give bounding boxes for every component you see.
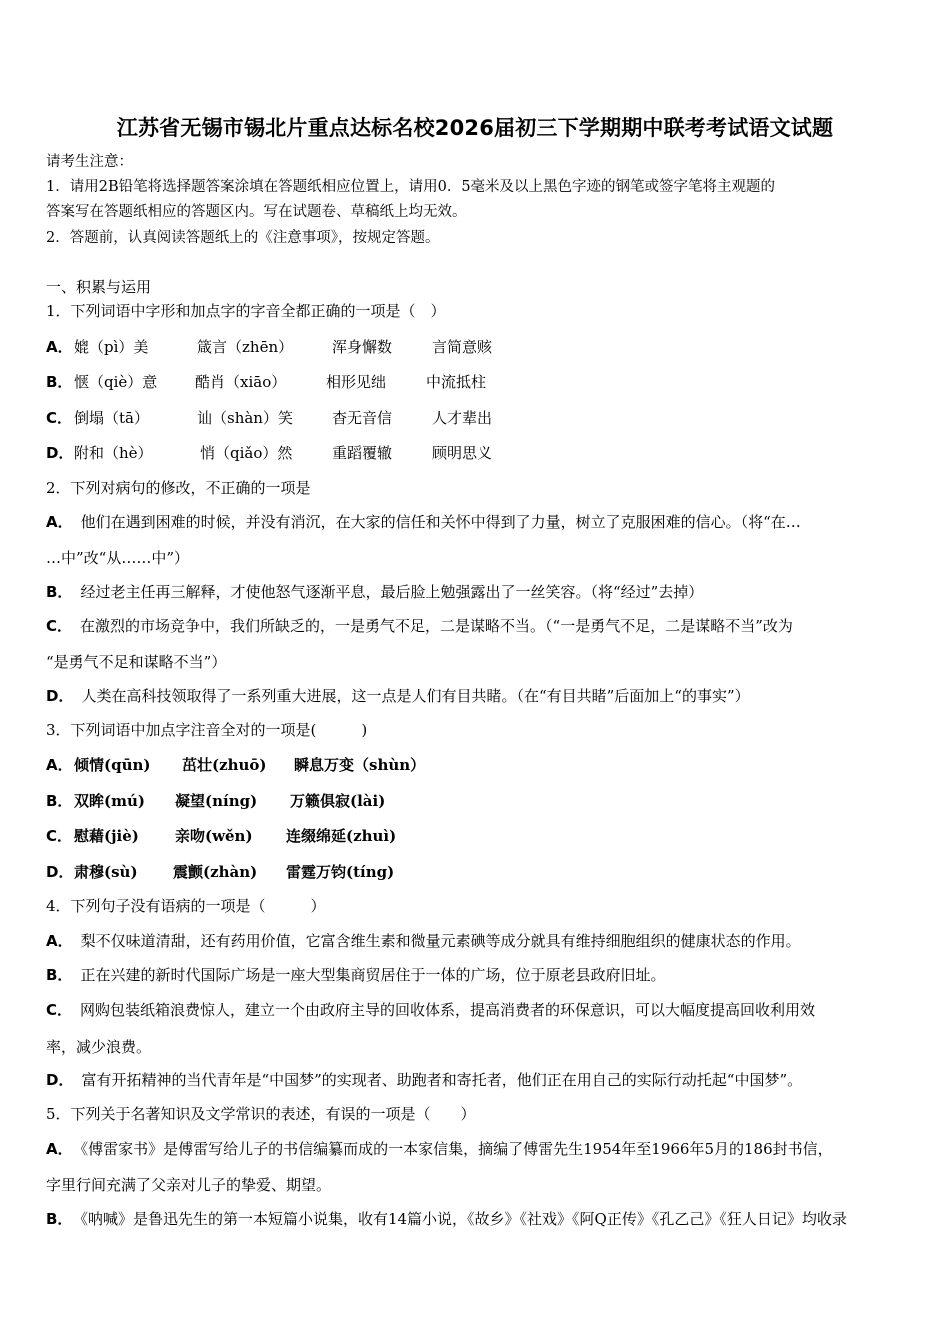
notice-item-1-line-1: 1．请用2B铅笔将选择题答案涂填在答题纸相应位置上，请用0．5毫米及以上黑色字迹的钢笔或签字笔将主观题的 [46,179,776,195]
notice-heading: 请考生注意： [46,154,133,170]
option-text: 富有开拓精神的当代青年是“中国梦”的实现者、助跑者和寄托者，他们正在用自己的实际行动托起“中国梦”。 [81,1071,803,1089]
question-2-option-c-cont: “是勇气不足和谋略不当”） [46,653,227,671]
section-heading: 一、积累与运用 [46,278,152,296]
option-label: B． [46,373,73,391]
option-label: A． [46,338,73,356]
option-word: 倾情(qūn) [74,756,151,774]
question-4-option-c [46,1000,815,1020]
option-text: 在激烈的市场竞争中，我们所缺乏的，一是勇气不足，二是谋略不当。（“一是勇气不足，二是谋略不当”改为 [80,617,793,635]
option-text: 正在兴建的新时代国际广场是一座大型集商贸居住于一体的广场，位于原老县政府旧址。 [80,966,666,984]
option-word: 倒塌（tā） [74,409,149,427]
option-label: B． [46,583,73,601]
option-label: D． [46,1071,74,1089]
option-label: D． [46,687,74,705]
question-2-stem: 2．下列对病句的修改，不正确的一项是 [46,479,311,497]
option-text: 《呐喊》是鲁迅先生的第一本短篇小说集，收有14篇小说，《故乡》《社戏》《阿Q正传》《孔乙己》《狂人日记》均收录 [80,1210,847,1228]
option-word: 中流抵柱 [426,373,487,391]
question-2-option-a-cont: …中”改“从……中”） [46,549,190,567]
option-text: 人类在高科技领取得了一系列重大进展，这一点是人们有目共睹。（在“有目共睹”后面加上“的事实”） [81,687,750,705]
option-text: 经过老主任再三解释，才使他怒气逐渐平息，最后脸上勉强露出了一丝笑容。（将“经过”去掉） [80,583,704,601]
question-4-option-b [46,965,665,985]
option-word: 震颤(zhàn) [173,863,258,881]
question-5-stem: 5．下列关于名著知识及文学常识的表述，有误的一项是（ ） [46,1105,476,1123]
question-2-option-c [46,616,793,636]
question-5-option-b [46,1209,847,1229]
option-word: 亲吻(wěn) [175,827,253,845]
option-text: 梨不仅味道清甜，还有药用价值，它富含维生素和微量元素碘等成分就具有维持细胞组织的健康状态的作用。 [80,932,801,950]
option-word: 附和（hè） [74,444,153,462]
question-2-option-d [46,686,750,706]
option-word: 言简意赅 [432,338,493,356]
option-label: D． [46,863,74,881]
option-label: A． [46,932,73,950]
question-1-stem: 1．下列词语中字形和加点字的字音全都正确的一项是（ ） [46,302,446,320]
option-text: 网购包装纸箱浪费惊人，建立一个由政府主导的回收体系，提高消费者的环保意识，可以大幅度提高回收利用效 [80,1001,816,1019]
option-word: 相形见绌 [326,373,387,391]
option-label: C． [46,617,73,635]
option-word: 肃穆(sù) [74,863,138,881]
option-word: 杳无音信 [332,409,393,427]
option-word: 雷霆万钧(tíng) [286,863,395,881]
question-2-option-b [46,582,703,602]
option-label: A． [46,756,73,774]
option-word: 浑身懈数 [332,338,393,356]
option-word: 箴言（zhēn） [197,338,294,356]
question-4-option-a [46,931,801,951]
option-word: 讪（shàn）笑 [197,409,293,427]
option-text: 他们在遇到困难的时候，并没有消沉，在大家的信任和关怀中得到了力量，树立了克服困难的信心。（将“在… [80,513,801,531]
option-word: 悄（qiǎo）然 [200,444,293,462]
option-word: 瞬息万变（shùn） [294,756,426,774]
option-label: B． [46,1210,73,1228]
option-label: A． [46,513,73,531]
option-word: 慰藉(jiè) [74,827,139,845]
option-word: 双眸(mú) [74,792,145,810]
question-4-stem: 4．下列句子没有语病的一项是（ ） [46,897,326,915]
option-label: B． [46,966,73,984]
option-word: 凝望(níng) [175,792,258,810]
option-word: 茁壮(zhuō) [182,756,267,774]
option-word: 万籁俱寂(lài) [290,792,386,810]
option-label: A． [46,1140,73,1158]
option-label: D． [46,444,74,462]
question-4-option-d [46,1070,802,1090]
option-label: C． [46,409,73,427]
question-5-option-a [46,1139,833,1159]
option-label: C． [46,1001,73,1019]
option-word: 连缀绵延(zhuì) [286,827,397,845]
question-3-stem: 3．下列词语中加点字注音全对的一项是( ) [46,721,368,739]
page-title: 江苏省无锡市锡北片重点达标名校2026届初三下学期期中联考考试语文试题 [116,116,834,140]
option-word: 重蹈覆辙 [332,444,393,462]
option-word: 人才辈出 [432,409,493,427]
option-word: 媲（pì）美 [74,338,149,356]
notice-item-1-line-2: 答案写在答题纸相应的答题区内。写在试题卷、草稿纸上均无效。 [46,204,467,220]
option-word: 酷肖（xiāo） [195,373,287,391]
option-label: B． [46,792,73,810]
notice-item-2: 2．答题前，认真阅读答题纸上的《注意事项》，按规定答题。 [46,230,440,246]
option-word: 顾明思义 [432,444,493,462]
option-label: C． [46,827,73,845]
question-5-option-a-cont: 字里行间充满了父亲对儿子的挚爱、期望。 [46,1176,332,1194]
option-word: 惬（qiè）意 [74,373,158,391]
option-text: 《傅雷家书》是傅雷写给儿子的书信编纂而成的一本家信集，摘编了傅雷先生1954年至1966年5月的186封书信， [80,1140,833,1158]
question-4-option-c-cont: 率，减少浪费。 [46,1038,152,1056]
question-2-option-a [46,512,801,532]
